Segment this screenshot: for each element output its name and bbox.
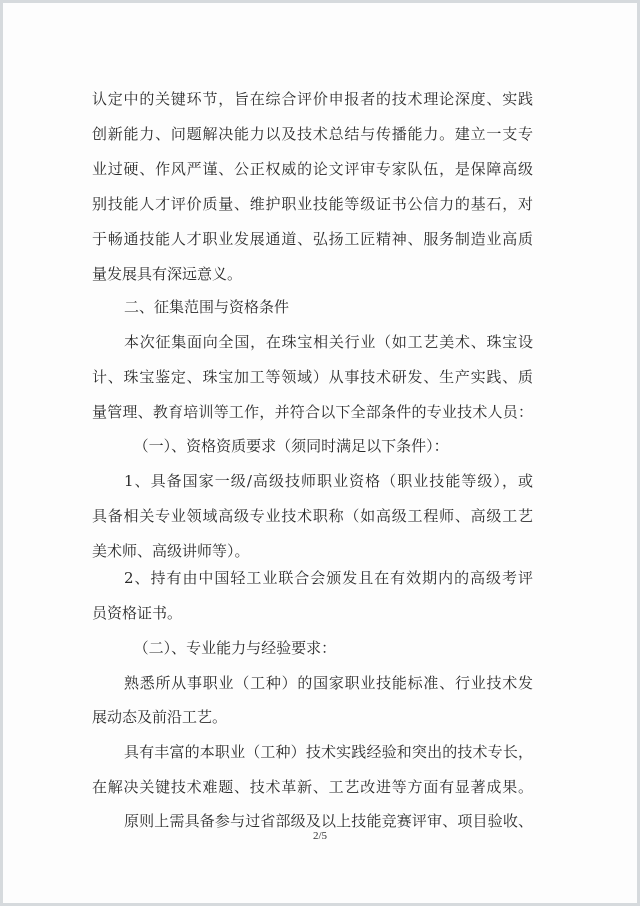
text-line: 认定中的关键环节，旨在综合评价申报者的技术理论深度、实践	[92, 90, 533, 108]
text-line: 具有丰富的本职业（工种）技术实践经验和突出的技术专长，	[124, 743, 533, 761]
text-line: 量管理、教育培训等工作，并符合以下全部条件的专业技术人员：	[92, 403, 533, 421]
text-line: （二）、专业能力与经验要求：	[133, 639, 337, 657]
text-line: 本次征集面向全国，在珠宝相关行业（如工艺美术、珠宝设	[124, 333, 533, 351]
text-line: 二、征集范围与资格条件	[124, 298, 290, 316]
text-line: 别技能人才评价质量、维护职业技能等级证书公信力的基石，对	[92, 195, 533, 213]
text-line: 具备相关专业领域高级专业技术职称（如高级工程师、高级工艺	[92, 507, 533, 525]
text-line: 业过硬、作风严谨、公正权威的论文评审专家队伍，是保障高级	[92, 160, 533, 178]
text-line: 展动态及前沿工艺。	[92, 708, 228, 726]
text-line: 美术师、高级讲师等）。	[92, 542, 250, 560]
text-line: 熟悉所从事职业（工种）的国家职业技能标准、行业技术发	[124, 674, 533, 692]
text-line: 于畅通技能人才职业发展通道、弘扬工匠精神、服务制造业高质	[92, 230, 533, 248]
text-line: 员资格证书。	[92, 604, 183, 622]
text-line: 量发展具有深远意义。	[92, 265, 243, 283]
text-line: 创新能力、问题解决能力以及技术总结与传播能力。建立一支专	[92, 125, 533, 143]
text-line: 2、持有由中国轻工业联合会颁发且在有效期内的高级考评	[124, 569, 533, 587]
text-line: 1、具备国家一级/高级技师职业资格（职业技能等级），或	[124, 472, 533, 490]
text-line: 在解决关键技术难题、技术革新、工艺改进等方面有显著成果。	[92, 778, 533, 796]
text-line: 计、珠宝鉴定、珠宝加工等领域）从事技术研发、生产实践、质	[92, 368, 533, 386]
text-line: 原则上需具备参与过省部级及以上技能竞赛评审、项目验收、	[124, 812, 533, 830]
document-page	[3, 3, 637, 903]
page-number: 2/5	[312, 830, 328, 842]
text-line: （一）、资格资质要求（须同时满足以下条件）：	[133, 437, 449, 455]
